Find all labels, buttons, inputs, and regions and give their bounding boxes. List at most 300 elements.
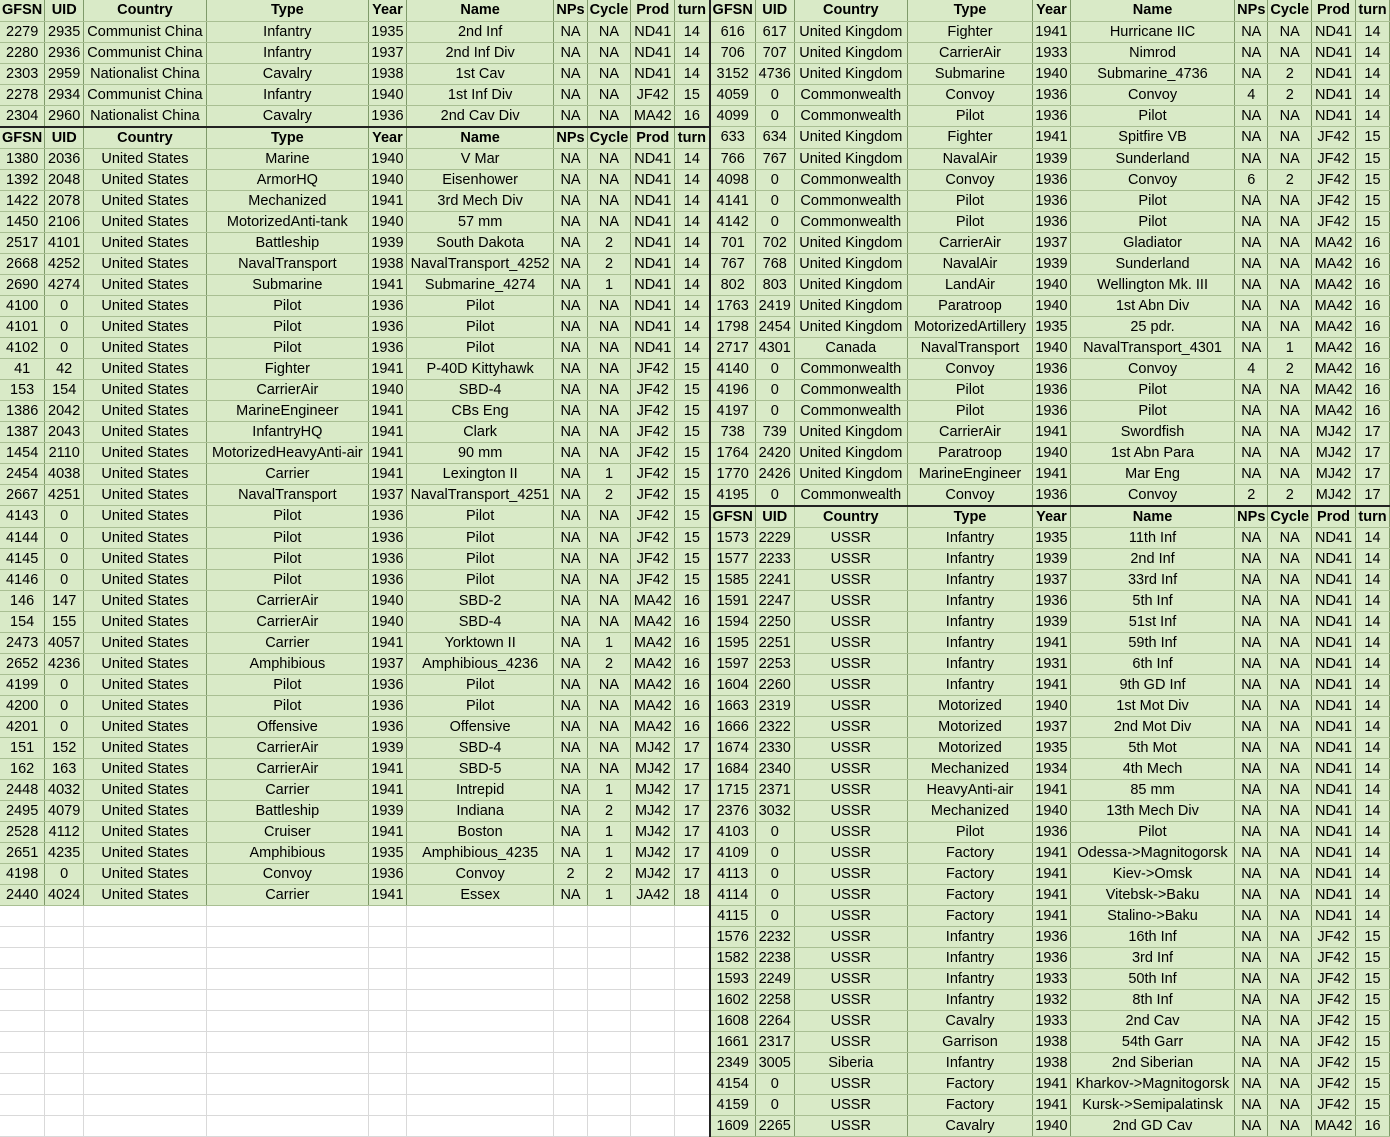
data-cell[interactable]: USSR	[794, 863, 907, 884]
data-cell[interactable]: NA	[1235, 148, 1268, 169]
data-cell[interactable]: NA	[1235, 947, 1268, 968]
empty-cell[interactable]	[45, 1094, 84, 1115]
data-cell[interactable]: 4	[1235, 84, 1268, 105]
data-cell[interactable]: 1454	[0, 442, 45, 463]
data-cell[interactable]: 1	[587, 274, 631, 295]
data-cell[interactable]: 14	[675, 148, 710, 169]
data-cell[interactable]: 4143	[0, 506, 45, 528]
data-cell[interactable]: 16th Inf	[1070, 926, 1234, 947]
data-cell[interactable]: V Mar	[406, 148, 554, 169]
data-cell[interactable]: 4154	[710, 1073, 756, 1094]
empty-cell[interactable]	[84, 989, 207, 1010]
data-cell[interactable]: NA	[1235, 737, 1268, 758]
data-cell[interactable]: 2419	[755, 295, 794, 316]
data-cell[interactable]: 617	[755, 21, 794, 42]
data-cell[interactable]: ND41	[631, 295, 675, 316]
empty-cell[interactable]	[587, 1010, 631, 1031]
header-cell[interactable]: UID	[45, 127, 84, 149]
data-cell[interactable]: MA42	[1312, 274, 1356, 295]
data-cell[interactable]: MotorizedArtillery	[907, 316, 1032, 337]
data-cell[interactable]: JF42	[631, 442, 675, 463]
data-cell[interactable]: Commonwealth	[794, 379, 907, 400]
data-cell[interactable]: 2340	[755, 758, 794, 779]
empty-cell[interactable]	[587, 926, 631, 947]
data-cell[interactable]: 16	[675, 632, 710, 653]
data-cell[interactable]: 2036	[45, 148, 84, 169]
data-cell[interactable]: NA	[1268, 442, 1312, 463]
data-cell[interactable]: Convoy	[907, 358, 1032, 379]
data-cell[interactable]: 8th Inf	[1070, 989, 1234, 1010]
data-cell[interactable]: USSR	[794, 1010, 907, 1031]
data-cell[interactable]: MarineEngineer	[206, 400, 368, 421]
empty-cell[interactable]	[406, 926, 554, 947]
empty-cell[interactable]	[0, 1031, 45, 1052]
data-cell[interactable]: 2960	[45, 105, 84, 127]
data-cell[interactable]: NA	[1235, 758, 1268, 779]
data-cell[interactable]: 1936	[368, 527, 406, 548]
empty-cell[interactable]	[368, 1115, 406, 1136]
data-cell[interactable]: Odessa->Magnitogorsk	[1070, 842, 1234, 863]
data-cell[interactable]: 3152	[710, 63, 756, 84]
data-cell[interactable]: 1936	[368, 105, 406, 127]
data-cell[interactable]: 1	[1268, 337, 1312, 358]
data-cell[interactable]: Motorized	[907, 716, 1032, 737]
data-cell[interactable]: 2495	[0, 800, 45, 821]
data-cell[interactable]: 14	[1355, 42, 1389, 63]
data-cell[interactable]: NA	[587, 63, 631, 84]
header-cell[interactable]: Cycle	[1268, 506, 1312, 528]
data-cell[interactable]: NA	[554, 884, 587, 905]
data-cell[interactable]: United States	[84, 379, 207, 400]
data-cell[interactable]: 4142	[710, 211, 756, 232]
empty-cell[interactable]	[368, 926, 406, 947]
data-cell[interactable]: 0	[755, 1094, 794, 1115]
data-cell[interactable]: JF42	[1312, 1094, 1356, 1115]
data-cell[interactable]: Pilot	[1070, 105, 1234, 127]
data-cell[interactable]: JF42	[631, 379, 675, 400]
empty-cell[interactable]	[406, 1010, 554, 1031]
data-cell[interactable]: LandAir	[907, 274, 1032, 295]
data-cell[interactable]: 16	[675, 653, 710, 674]
data-cell[interactable]: NA	[1268, 1031, 1312, 1052]
data-cell[interactable]: 1940	[1032, 1115, 1070, 1136]
data-cell[interactable]: 4736	[755, 63, 794, 84]
data-cell[interactable]: 14	[675, 295, 710, 316]
header-cell[interactable]: UID	[755, 0, 794, 21]
data-cell[interactable]: NA	[1235, 926, 1268, 947]
data-cell[interactable]: 1st Cav	[406, 63, 554, 84]
data-cell[interactable]: NA	[1235, 211, 1268, 232]
data-cell[interactable]: Garrison	[907, 1031, 1032, 1052]
data-cell[interactable]: NA	[554, 632, 587, 653]
empty-cell[interactable]	[206, 905, 368, 926]
data-cell[interactable]: 4032	[45, 779, 84, 800]
data-cell[interactable]: 2651	[0, 842, 45, 863]
data-cell[interactable]: NA	[554, 169, 587, 190]
data-cell[interactable]: USSR	[794, 653, 907, 674]
data-cell[interactable]: 2934	[45, 84, 84, 105]
data-cell[interactable]: NA	[1235, 695, 1268, 716]
empty-cell[interactable]	[368, 947, 406, 968]
data-cell[interactable]: MA42	[1312, 1115, 1356, 1136]
data-cell[interactable]: 1940	[368, 611, 406, 632]
data-cell[interactable]: Carrier	[206, 779, 368, 800]
data-cell[interactable]: 14	[1355, 84, 1389, 105]
empty-cell[interactable]	[84, 926, 207, 947]
data-cell[interactable]: 1	[587, 884, 631, 905]
data-cell[interactable]: 1941	[1032, 463, 1070, 484]
data-cell[interactable]: NA	[1235, 232, 1268, 253]
data-cell[interactable]: 2528	[0, 821, 45, 842]
data-cell[interactable]: 1	[587, 779, 631, 800]
data-cell[interactable]: ND41	[631, 232, 675, 253]
data-cell[interactable]: NA	[1268, 1115, 1312, 1136]
data-cell[interactable]: 0	[755, 379, 794, 400]
data-cell[interactable]: 1936	[368, 716, 406, 737]
data-cell[interactable]: NA	[1268, 548, 1312, 569]
data-cell[interactable]: CarrierAir	[907, 232, 1032, 253]
data-cell[interactable]: NA	[587, 21, 631, 42]
data-cell[interactable]: NA	[1268, 842, 1312, 863]
empty-cell[interactable]	[0, 1010, 45, 1031]
data-cell[interactable]: Infantry	[206, 42, 368, 63]
data-cell[interactable]: NA	[1235, 821, 1268, 842]
data-cell[interactable]: 1939	[368, 737, 406, 758]
data-cell[interactable]: CarrierAir	[907, 42, 1032, 63]
data-cell[interactable]: NA	[1235, 716, 1268, 737]
data-cell[interactable]: NA	[554, 674, 587, 695]
header-cell[interactable]: NPs	[554, 0, 587, 21]
data-cell[interactable]: NA	[1268, 42, 1312, 63]
data-cell[interactable]: NA	[1268, 737, 1312, 758]
data-cell[interactable]: Mechanized	[907, 758, 1032, 779]
data-cell[interactable]: NA	[587, 527, 631, 548]
data-cell[interactable]: 1936	[1032, 190, 1070, 211]
data-cell[interactable]: Pilot	[406, 569, 554, 590]
data-cell[interactable]: 0	[45, 569, 84, 590]
empty-cell[interactable]	[587, 1052, 631, 1073]
data-cell[interactable]: ND41	[1312, 884, 1356, 905]
data-cell[interactable]: Canada	[794, 337, 907, 358]
data-cell[interactable]: 17	[1355, 442, 1389, 463]
data-cell[interactable]: MA42	[1312, 232, 1356, 253]
data-cell[interactable]: 0	[45, 674, 84, 695]
empty-cell[interactable]	[631, 1115, 675, 1136]
empty-cell[interactable]	[45, 989, 84, 1010]
data-cell[interactable]: United States	[84, 863, 207, 884]
data-cell[interactable]: Commonwealth	[794, 169, 907, 190]
data-cell[interactable]: Convoy	[907, 84, 1032, 105]
data-cell[interactable]: NA	[1268, 884, 1312, 905]
data-cell[interactable]: NA	[1235, 632, 1268, 653]
data-cell[interactable]: 51st Inf	[1070, 611, 1234, 632]
data-cell[interactable]: 0	[755, 842, 794, 863]
data-cell[interactable]: MA42	[1312, 358, 1356, 379]
data-cell[interactable]: Submarine	[907, 63, 1032, 84]
data-cell[interactable]: 1940	[1032, 63, 1070, 84]
data-cell[interactable]: Carrier	[206, 632, 368, 653]
header-cell[interactable]: GFSN	[710, 0, 756, 21]
data-cell[interactable]: 16	[675, 590, 710, 611]
data-cell[interactable]: 16	[1355, 1115, 1389, 1136]
data-cell[interactable]: NA	[587, 695, 631, 716]
data-cell[interactable]: NA	[1268, 400, 1312, 421]
data-cell[interactable]: 2	[1268, 84, 1312, 105]
data-cell[interactable]: NA	[554, 21, 587, 42]
data-cell[interactable]: 162	[0, 758, 45, 779]
data-cell[interactable]: NA	[554, 379, 587, 400]
data-cell[interactable]: 1937	[1032, 569, 1070, 590]
data-cell[interactable]: 803	[755, 274, 794, 295]
data-cell[interactable]: 1	[587, 632, 631, 653]
empty-cell[interactable]	[84, 968, 207, 989]
data-cell[interactable]: 1936	[368, 295, 406, 316]
data-cell[interactable]: 1941	[1032, 779, 1070, 800]
data-cell[interactable]: 1941	[368, 758, 406, 779]
data-cell[interactable]: 2265	[755, 1115, 794, 1136]
data-cell[interactable]: 4195	[710, 484, 756, 506]
data-cell[interactable]: 2nd Inf Div	[406, 42, 554, 63]
data-cell[interactable]: 14	[675, 169, 710, 190]
empty-cell[interactable]	[206, 1094, 368, 1115]
data-cell[interactable]: USSR	[794, 905, 907, 926]
data-cell[interactable]: ND41	[1312, 737, 1356, 758]
data-cell[interactable]: 1933	[1032, 1010, 1070, 1031]
data-cell[interactable]: United Kingdom	[794, 63, 907, 84]
data-cell[interactable]: 1941	[368, 463, 406, 484]
data-cell[interactable]: 1936	[1032, 169, 1070, 190]
data-cell[interactable]: Cavalry	[907, 1010, 1032, 1031]
empty-cell[interactable]	[631, 1010, 675, 1031]
data-cell[interactable]: Infantry	[907, 653, 1032, 674]
data-cell[interactable]: 25 pdr.	[1070, 316, 1234, 337]
data-cell[interactable]: 4200	[0, 695, 45, 716]
data-cell[interactable]: 1935	[1032, 527, 1070, 548]
data-cell[interactable]: NA	[554, 421, 587, 442]
data-cell[interactable]: 1941	[368, 884, 406, 905]
data-cell[interactable]: 2264	[755, 1010, 794, 1031]
empty-cell[interactable]	[631, 1031, 675, 1052]
data-cell[interactable]: ND41	[1312, 105, 1356, 127]
data-cell[interactable]: 4146	[0, 569, 45, 590]
data-cell[interactable]: 5th Mot	[1070, 737, 1234, 758]
data-cell[interactable]: ND41	[631, 190, 675, 211]
data-cell[interactable]: United States	[84, 358, 207, 379]
data-cell[interactable]: 4140	[710, 358, 756, 379]
data-cell[interactable]: Pilot	[406, 295, 554, 316]
data-cell[interactable]: Amphibious_4235	[406, 842, 554, 863]
data-cell[interactable]: 2652	[0, 653, 45, 674]
data-cell[interactable]: 16	[1355, 358, 1389, 379]
data-cell[interactable]: NA	[587, 442, 631, 463]
data-cell[interactable]: JF42	[631, 484, 675, 506]
data-cell[interactable]: Fighter	[206, 358, 368, 379]
data-cell[interactable]: 2371	[755, 779, 794, 800]
header-cell[interactable]: turn	[1355, 506, 1389, 528]
data-cell[interactable]: MA42	[1312, 295, 1356, 316]
data-cell[interactable]: Intrepid	[406, 779, 554, 800]
data-cell[interactable]: 1715	[710, 779, 756, 800]
empty-cell[interactable]	[368, 1094, 406, 1115]
data-cell[interactable]: Convoy	[1070, 358, 1234, 379]
data-cell[interactable]: NA	[587, 105, 631, 127]
data-cell[interactable]: Factory	[907, 842, 1032, 863]
empty-cell[interactable]	[0, 989, 45, 1010]
data-cell[interactable]: 1939	[1032, 148, 1070, 169]
data-cell[interactable]: 1661	[710, 1031, 756, 1052]
data-cell[interactable]: 17	[675, 863, 710, 884]
data-cell[interactable]: USSR	[794, 968, 907, 989]
data-cell[interactable]: Amphibious_4236	[406, 653, 554, 674]
data-cell[interactable]: 14	[1355, 569, 1389, 590]
data-cell[interactable]: ND41	[1312, 716, 1356, 737]
data-cell[interactable]: Infantry	[907, 590, 1032, 611]
data-cell[interactable]: NavalAir	[907, 148, 1032, 169]
data-cell[interactable]: JF42	[631, 527, 675, 548]
data-cell[interactable]: ND41	[1312, 590, 1356, 611]
data-cell[interactable]: NA	[1235, 527, 1268, 548]
data-cell[interactable]: United States	[84, 316, 207, 337]
data-cell[interactable]: Sunderland	[1070, 253, 1234, 274]
data-cell[interactable]: USSR	[794, 1115, 907, 1136]
data-cell[interactable]: 1st Inf Div	[406, 84, 554, 105]
data-cell[interactable]: 4114	[710, 884, 756, 905]
data-cell[interactable]: NA	[554, 716, 587, 737]
data-cell[interactable]: NA	[1235, 989, 1268, 1010]
data-cell[interactable]: Motorized	[907, 695, 1032, 716]
data-cell[interactable]: 85 mm	[1070, 779, 1234, 800]
data-cell[interactable]: NA	[1235, 884, 1268, 905]
data-cell[interactable]: ND41	[631, 253, 675, 274]
data-cell[interactable]: ND41	[1312, 569, 1356, 590]
data-cell[interactable]: NA	[1268, 316, 1312, 337]
data-cell[interactable]: 15	[675, 548, 710, 569]
data-cell[interactable]: 14	[1355, 821, 1389, 842]
data-cell[interactable]: USSR	[794, 1073, 907, 1094]
data-cell[interactable]: NA	[1235, 42, 1268, 63]
data-cell[interactable]: JF42	[1312, 1010, 1356, 1031]
data-cell[interactable]: MA42	[631, 653, 675, 674]
empty-cell[interactable]	[554, 1052, 587, 1073]
data-cell[interactable]: NA	[1235, 653, 1268, 674]
data-cell[interactable]: NA	[1235, 295, 1268, 316]
data-cell[interactable]: 0	[755, 84, 794, 105]
data-cell[interactable]: 14	[675, 232, 710, 253]
data-cell[interactable]: 14	[675, 21, 710, 42]
data-cell[interactable]: Lexington II	[406, 463, 554, 484]
data-cell[interactable]: 15	[675, 84, 710, 105]
empty-cell[interactable]	[0, 905, 45, 926]
data-cell[interactable]: 2517	[0, 232, 45, 253]
data-cell[interactable]: Offensive	[206, 716, 368, 737]
data-cell[interactable]: United States	[84, 737, 207, 758]
data-cell[interactable]: 1933	[1032, 968, 1070, 989]
data-cell[interactable]: United States	[84, 611, 207, 632]
data-cell[interactable]: 1937	[368, 42, 406, 63]
data-cell[interactable]: Swordfish	[1070, 421, 1234, 442]
data-cell[interactable]: NA	[587, 506, 631, 528]
data-cell[interactable]: ND41	[1312, 548, 1356, 569]
empty-cell[interactable]	[675, 926, 710, 947]
data-cell[interactable]: Sunderland	[1070, 148, 1234, 169]
data-cell[interactable]: Clark	[406, 421, 554, 442]
data-cell[interactable]: United Kingdom	[794, 274, 907, 295]
data-cell[interactable]: 15	[675, 506, 710, 528]
data-cell[interactable]: Convoy	[206, 863, 368, 884]
data-cell[interactable]: Carrier	[206, 884, 368, 905]
data-cell[interactable]: MJ42	[1312, 421, 1356, 442]
data-cell[interactable]: United Kingdom	[794, 127, 907, 149]
data-cell[interactable]: ND41	[1312, 758, 1356, 779]
data-cell[interactable]: ND41	[1312, 21, 1356, 42]
empty-cell[interactable]	[45, 905, 84, 926]
data-cell[interactable]: JF42	[1312, 968, 1356, 989]
data-cell[interactable]: 4059	[710, 84, 756, 105]
empty-cell[interactable]	[587, 1073, 631, 1094]
data-cell[interactable]: Pilot	[1070, 379, 1234, 400]
data-cell[interactable]: 1935	[368, 842, 406, 863]
data-cell[interactable]: 1936	[1032, 926, 1070, 947]
data-cell[interactable]: Vitebsk->Baku	[1070, 884, 1234, 905]
data-cell[interactable]: United States	[84, 632, 207, 653]
data-cell[interactable]: Infantry	[907, 569, 1032, 590]
data-cell[interactable]: 4100	[0, 295, 45, 316]
data-cell[interactable]: 2078	[45, 190, 84, 211]
data-cell[interactable]: NA	[554, 42, 587, 63]
data-cell[interactable]: Pilot	[206, 337, 368, 358]
data-cell[interactable]: MJ42	[1312, 442, 1356, 463]
header-cell[interactable]: GFSN	[710, 506, 756, 528]
data-cell[interactable]: 1591	[710, 590, 756, 611]
data-cell[interactable]: 18	[675, 884, 710, 905]
data-cell[interactable]: United States	[84, 211, 207, 232]
data-cell[interactable]: Infantry	[206, 21, 368, 42]
empty-cell[interactable]	[554, 989, 587, 1010]
data-cell[interactable]: ND41	[1312, 779, 1356, 800]
data-cell[interactable]: NA	[1268, 989, 1312, 1010]
data-cell[interactable]: 2279	[0, 21, 45, 42]
data-cell[interactable]: ND41	[631, 274, 675, 295]
data-cell[interactable]: CarrierAir	[907, 421, 1032, 442]
data-cell[interactable]: Infantry	[907, 989, 1032, 1010]
data-cell[interactable]: NA	[1235, 1052, 1268, 1073]
data-cell[interactable]: Factory	[907, 884, 1032, 905]
data-cell[interactable]: CarrierAir	[206, 758, 368, 779]
data-cell[interactable]: 2	[587, 232, 631, 253]
data-cell[interactable]: NA	[1268, 632, 1312, 653]
data-cell[interactable]: NA	[1268, 421, 1312, 442]
empty-cell[interactable]	[84, 1010, 207, 1031]
data-cell[interactable]: Convoy	[907, 169, 1032, 190]
data-cell[interactable]: 15	[1355, 211, 1389, 232]
data-cell[interactable]: 17	[675, 737, 710, 758]
data-cell[interactable]: MJ42	[631, 842, 675, 863]
data-cell[interactable]: JF42	[1312, 947, 1356, 968]
data-cell[interactable]: 11th Inf	[1070, 527, 1234, 548]
data-cell[interactable]: 1939	[368, 800, 406, 821]
data-cell[interactable]: 1450	[0, 211, 45, 232]
data-cell[interactable]: 9th GD Inf	[1070, 674, 1234, 695]
data-cell[interactable]: 2690	[0, 274, 45, 295]
data-cell[interactable]: 1941	[1032, 632, 1070, 653]
data-cell[interactable]: NavalTransport_4251	[406, 484, 554, 506]
header-cell[interactable]: turn	[1355, 0, 1389, 21]
data-cell[interactable]: 17	[675, 800, 710, 821]
empty-cell[interactable]	[631, 1073, 675, 1094]
empty-cell[interactable]	[587, 947, 631, 968]
data-cell[interactable]: NA	[1235, 842, 1268, 863]
empty-cell[interactable]	[84, 1031, 207, 1052]
